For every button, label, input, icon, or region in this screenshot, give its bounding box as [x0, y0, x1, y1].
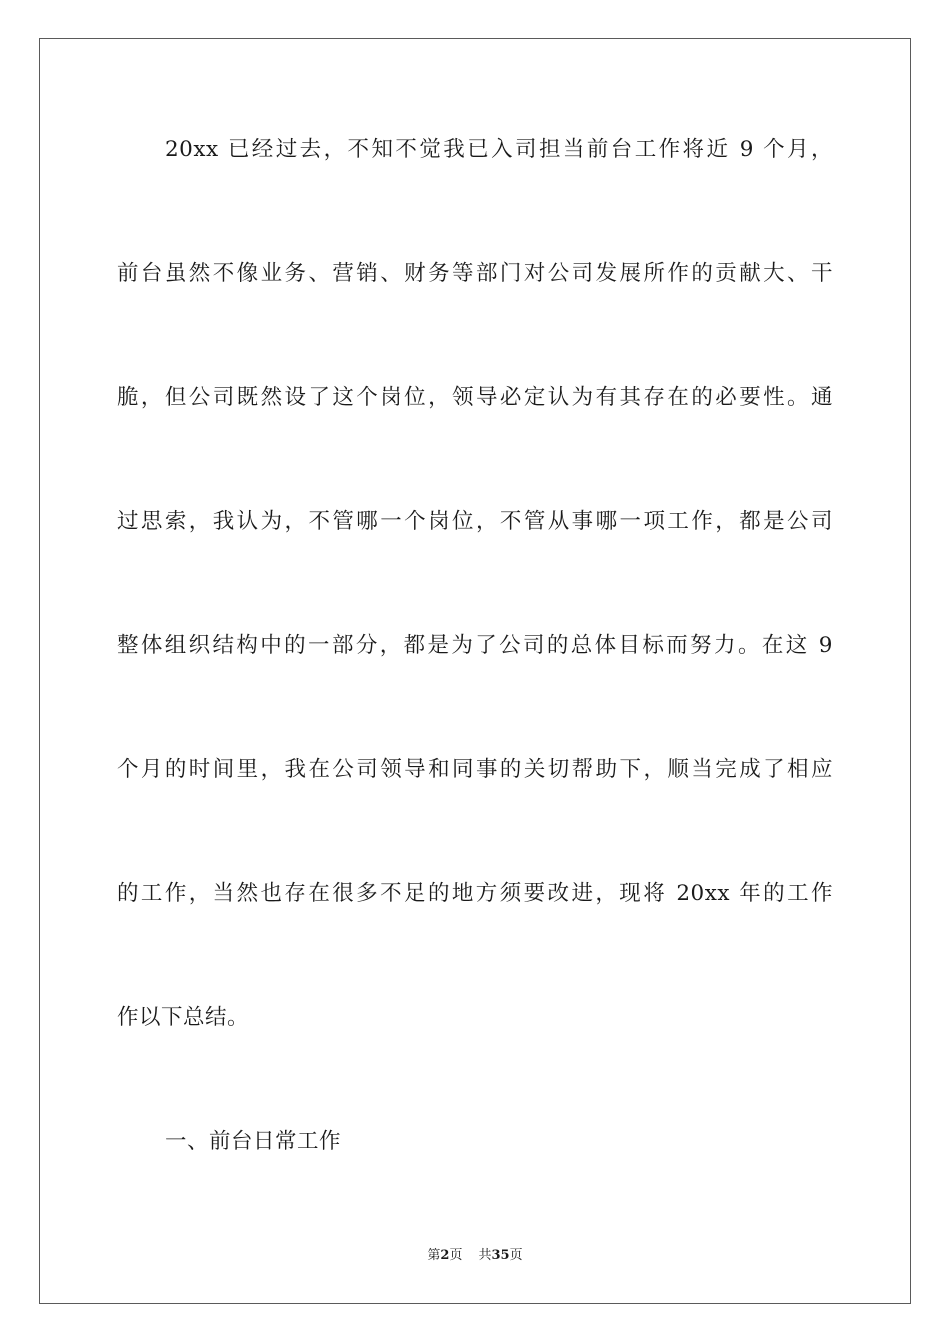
footer-page-suffix: 页 [449, 1248, 463, 1263]
paragraph-line-3: 脆，但公司既然设了这个岗位，领导必定认为有其存在的必要性。通 [117, 385, 833, 410]
paragraph-line-5: 整体组织结构中的一部分，都是为了公司的总体目标而努力。在这 9 [117, 633, 833, 658]
paragraph-line-8: 作以下总结。 [117, 1005, 250, 1030]
footer-total-pages: 35 [491, 1248, 510, 1263]
paragraph-line-1: 20xx 已经过去，不知不觉我已入司担当前台工作将近 9 个月， [165, 137, 833, 162]
section-heading: 一、前台日常工作 [165, 1129, 342, 1154]
paragraph-line-6: 个月的时间里，我在公司领导和同事的关切帮助下，顺当完成了相应 [117, 757, 833, 782]
paragraph-line-4: 过思索，我认为，不管哪一个岗位，不管从事哪一项工作，都是公司 [117, 509, 833, 534]
footer-page-number: 2 [440, 1248, 450, 1263]
footer-total-suffix: 页 [509, 1248, 523, 1263]
footer-page-prefix: 第 [427, 1248, 441, 1263]
footer-total-prefix: 共 [478, 1248, 492, 1263]
paragraph-line-7: 的工作，当然也存在很多不足的地方须要改进，现将 20xx 年的工作 [117, 881, 833, 906]
page-border [39, 38, 911, 1304]
paragraph-line-2: 前台虽然不像业务、营销、财务等部门对公司发展所作的贡献大、干 [117, 261, 833, 286]
page-footer [0, 1247, 950, 1265]
